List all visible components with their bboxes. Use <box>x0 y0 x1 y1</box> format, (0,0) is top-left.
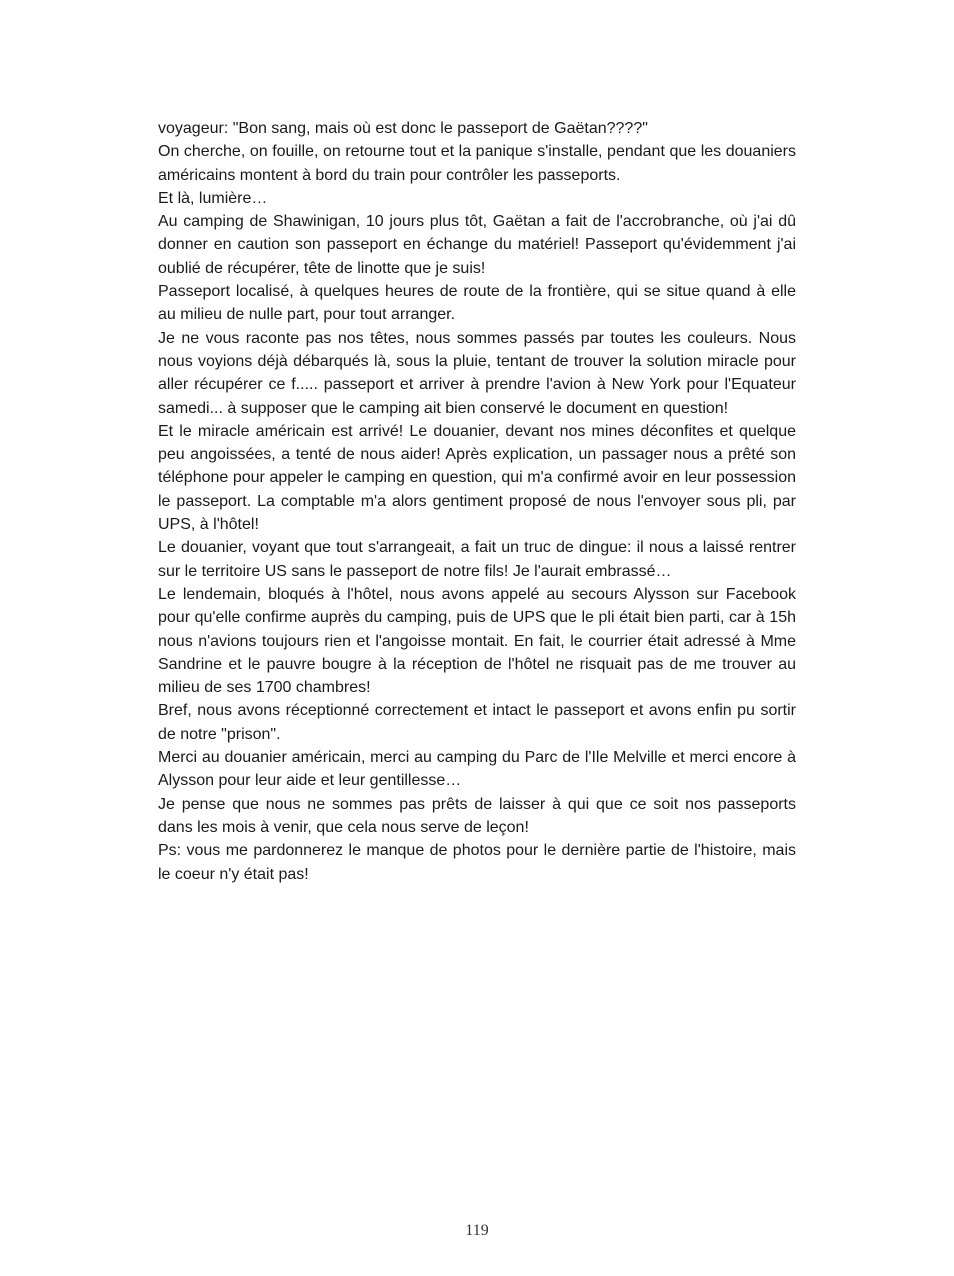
paragraph: Ps: vous me pardonnerez le manque de photos pour le dernière partie de l'histoire, mais le coeur n'y était pas! <box>158 842 796 883</box>
body-text <box>158 117 796 886</box>
paragraph: Au camping de Shawinigan, 10 jours plus tôt, Gaëtan a fait de l'accrobranche, où j'ai dû donner en caution son passeport en échange du matériel! Passeport qu'évidemment j'ai oublié de récupérer, tête de linotte que je suis! <box>158 213 796 277</box>
paragraph: voyageur: "Bon sang, mais où est donc le passeport de Gaëtan????" <box>158 120 648 137</box>
page-number: 119 <box>465 1222 489 1239</box>
paragraph: Et le miracle américain est arrivé! Le douanier, devant nos mines déconfites et quelque peu angoissées, a tenté de nous aider! Après explication, un passager nous a prêté son téléphone pour appeler le camping en question, qui m'a confirmé avoir en leur possession le passeport. La comptable m'a alors gentiment proposé de nous l'envoyer sous pli, par UPS, à l'hôtel! <box>158 422 796 534</box>
paragraph: Le lendemain, bloqués à l'hôtel, nous avons appelé au secours Alysson sur Facebook pour qu'elle confirme auprès du camping, puis de UPS que le pli était bien parti, car à 15h nous n'avions toujours rien et l'angoisse montait. En fait, le courrier était adressé à Mme Sandrine et le pauvre bougre à la réception de l'hôtel ne risquait pas de me trouver au milieu de ses 1700 chambres! <box>158 585 796 697</box>
paragraph: On cherche, on fouille, on retourne tout et la panique s'installe, pendant que les douaniers américains montent à bord du train pour contrôler les passeports. <box>158 143 796 184</box>
paragraph: Et là, lumière… <box>158 189 268 207</box>
paragraph: Merci au douanier américain, merci au camping du Parc de l'Ile Melville et merci encore à Alysson pour leur aide et leur gentillesse… <box>158 749 796 790</box>
paragraph: Passeport localisé, à quelques heures de route de la frontière, qui se situe quand à elle au milieu de nulle part, pour tout arranger. <box>158 283 796 324</box>
paragraph: Bref, nous avons réceptionné correctement et intact le passeport et avons enfin pu sortir de notre "prison". <box>158 702 796 743</box>
paragraph: Je ne vous raconte pas nos têtes, nous sommes passés par toutes les couleurs. Nous nous voyions déjà débarqués là, sous la pluie, tentant de trouver la solution miracle pour aller récupérer ce f..... passeport et arriver à prendre l'avion à New York pour l'Equateur samedi... à supposer que le camping ait bien conservé le document en question! <box>158 329 796 417</box>
paragraph: Le douanier, voyant que tout s'arrangeait, a fait un truc de dingue: il nous a laissé rentrer sur le territoire US sans le passeport de notre fils! Je l'aurait embrassé… <box>158 539 796 580</box>
paragraph: Je pense que nous ne sommes pas prêts de laisser à qui que ce soit nos passeports dans les mois à venir, que cela nous serve de leçon! <box>158 795 796 836</box>
